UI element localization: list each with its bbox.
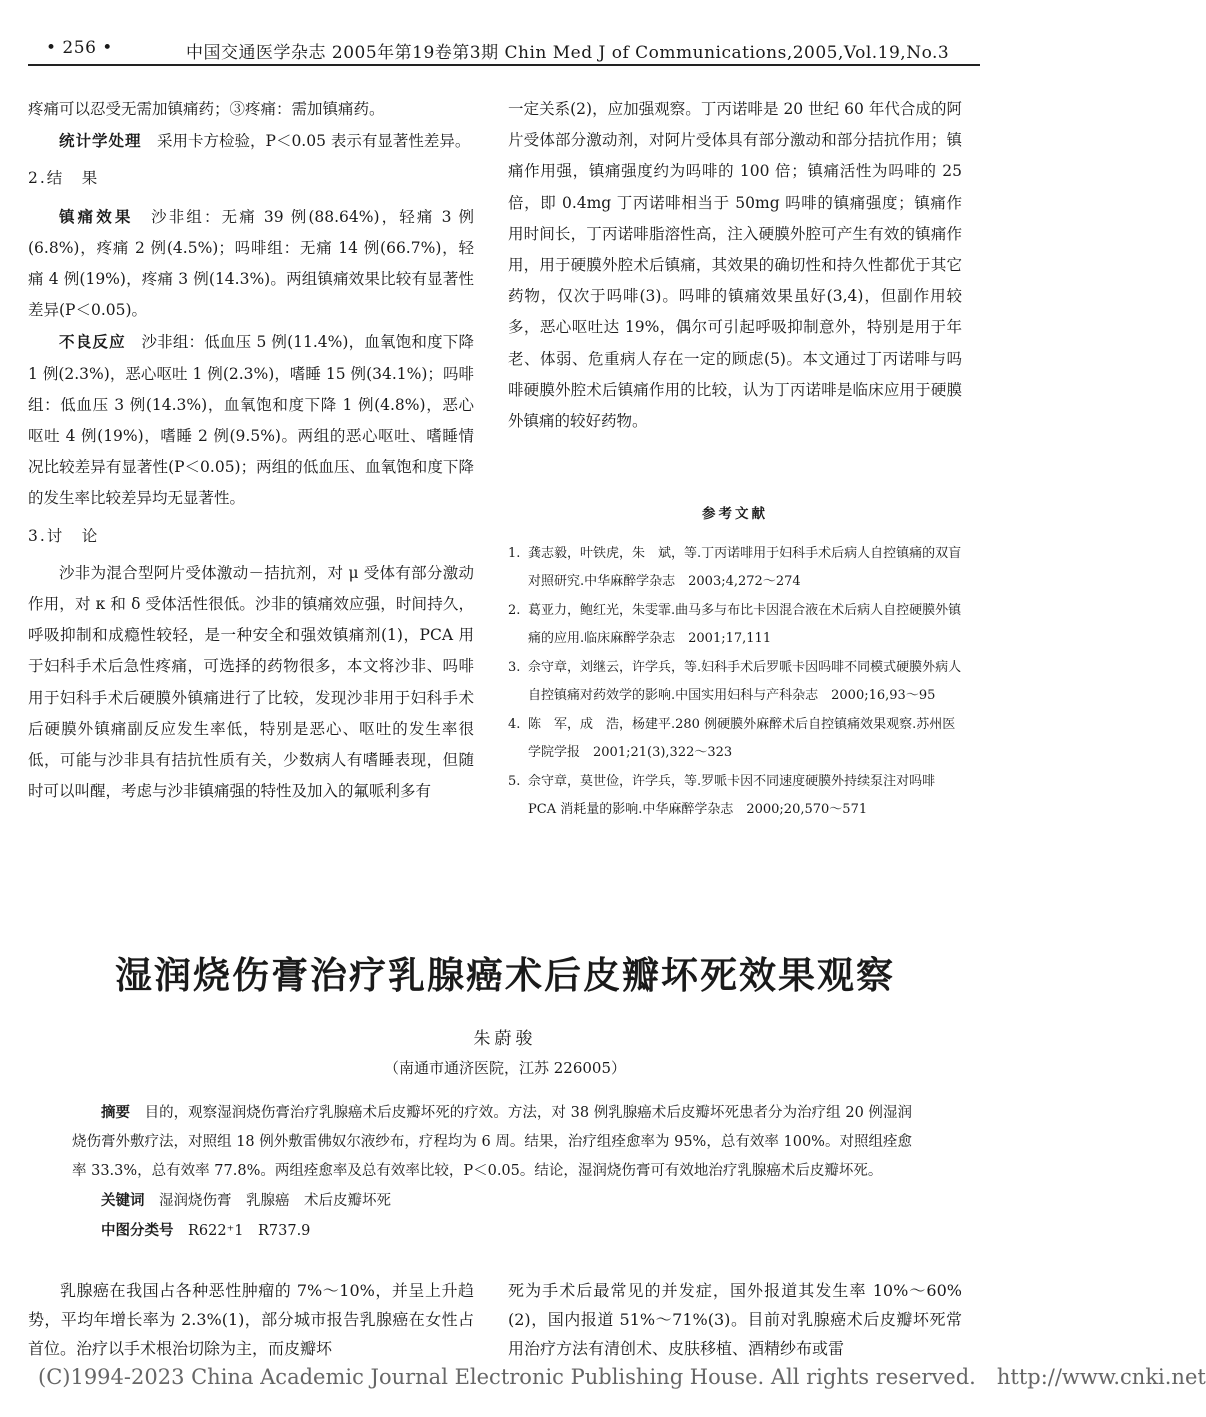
paragraph: 一定关系(2)，应加强观察。丁丙诺啡是 20 世纪 60 年代合成的阿片受体部分激动剂，对阿片受体具有部分激动和部分拮抗作用；镇痛作用强，镇痛强度约为吗啡的 100 倍；镇痛活性为吗啡的 25 倍，即 0.4mg 丁丙诺啡相当于 50mg 吗啡的镇痛强度；镇痛作用时间长，丁丙诺啡脂溶性高，注入硬膜外腔可产生有效的镇痛作用，用于硬膜外腔术后镇痛，其效果的确切性和持久性都优于其它药物，仅次于吗啡(3)。吗啡的镇痛效果虽好(3,4)，但副作用较多，恶心呕吐达 19%，偶尔可引起呼吸抑制意外，特别是用于年老、体弱、危重病人存在一定的顾虑(5)。本文通过丁丙诺啡与吗啡硬膜外腔术后镇痛作用的比较，认为丁丙诺啡是临床应用于硬膜外镇痛的较好药物。 — [508, 100, 962, 431]
journal-running-title: 中国交通医学杂志 2005年第19卷第3期 Chin Med J of Communications,2005,Vol.19,No.3 — [186, 43, 950, 63]
references-list — [508, 540, 962, 825]
article-author: 朱蔚骏 — [473, 1029, 537, 1049]
paragraph: 沙非为混合型阿片受体激动－拮抗剂，对 μ 受体有部分激动作用，对 κ 和 δ 受体活性很低。沙非的镇痛效应强，时间持久，呼吸抑制和成瘾性较轻，是一种安全和强效镇痛剂(1)，PCA 用于妇科手术后急性疼痛，可选择的药物很多，本文将沙非、吗啡用于妇科手术后硬膜外镇痛进行了比较，发现沙非用于妇科手术后硬膜外镇痛副反应发生率低，特别是恶心、呕吐的发生率很低，可能与沙非具有拮抗性质有关，少数病人有嗜睡表现，但随时可以叫醒，考虑与沙非镇痛强的特性及加入的氟哌利多有 — [28, 563, 474, 801]
paragraph: 疼痛可以忍受无需加镇痛药；③疼痛：需加镇痛药。 — [28, 100, 385, 118]
keywords-label: 关键词 — [101, 1192, 145, 1209]
body-left-column — [28, 1276, 474, 1363]
reference-item: 5. 佘守章，莫世俭，许学兵，等.罗哌卡因不同速度硬膜外持续泵注对吗啡PCA 消耗量的影响.中华麻醉学杂志 2000;20,570～571 — [508, 774, 936, 817]
abstract-block — [72, 1098, 912, 1246]
left-column — [28, 94, 474, 807]
section-heading-results: 2.结 果 — [28, 169, 100, 188]
run-in-label: 不良反应 — [59, 332, 126, 352]
paragraph: 乳腺癌在我国占各种恶性肿瘤的 7%～10%，并呈上升趋势，平均年增长率为 2.3%(1)，部分城市报告乳腺癌在女性占首位。治疗以手术根治切除为主，而皮瓣坏 — [28, 1281, 474, 1358]
paragraph: 不良反应 沙非组：低血压 5 例(11.4%)，血氧饱和度下降 1 例(2.3%)，恶心呕吐 1 例(2.3%)，嗜睡 15 例(34.1%)；吗啡组：低血压 3 例(14.3%)，血氧饱和度下降 1 例(4.8%)，恶心呕吐 4 例(19%)，嗜睡 2 例(9.5%)。两组的恶心呕吐、嗜睡情况比较差异有显著性(P＜0.05)；两组的低血压、血氧饱和度下降的发生率比较差异均无显著性。 — [28, 332, 474, 508]
paragraph: 统计学处理 采用卡方检验，P＜0.05 表示有显著性差异。 — [59, 131, 471, 151]
abstract: 摘要 目的，观察湿润烧伤膏治疗乳腺癌术后皮瓣坏死的疗效。方法，对 38 例乳腺癌术后皮瓣坏死患者分为治疗组 20 例湿润烧伤膏外敷疗法，对照组 18 例外敷雷佛奴尔液纱布，疗程均为 6 周。结果，治疗组痊愈率为 95%，总有效率 100%。对照组痊愈率 33.3%，总有效率 77.8%。两组痊愈率及总有效率比较，P＜0.05。结论，湿润烧伤膏可有效地治疗乳腺癌术后皮瓣坏死。 — [72, 1104, 912, 1179]
run-in-label: 镇痛效果 — [59, 206, 134, 226]
references-heading: 参考文献 — [702, 506, 768, 522]
classification: 中图分类号 R622⁺1 R737.9 — [101, 1222, 311, 1239]
copyright-footer: (C)1994-2023 China Academic Journal Electronic Publishing House. All rights reserved. http://www.cnki.net — [38, 1365, 1206, 1389]
reference-item: 3. 佘守章，刘继云，许学兵，等.妇科手术后罗哌卡因吗啡不同模式硬膜外病人自控镇痛对药效学的影响.中国实用妇科与产科杂志 2000;16,93～95 — [508, 660, 962, 703]
article-title: 湿润烧伤膏治疗乳腺癌术后皮瓣坏死效果观察 — [115, 954, 895, 997]
paragraph: 死为手术后最常见的并发症，国外报道其发生率 10%～60%(2)，国内报道 51%～71%(3)。目前对乳腺癌术后皮瓣坏死常用治疗方法有清创术、皮肤移植、酒精纱布或雷 — [508, 1281, 962, 1358]
body-right-column — [508, 1276, 962, 1363]
paragraph: 镇痛效果 沙非组：无痛 39 例(88.64%)，轻痛 3 例(6.8%)，疼痛 2 例(4.5%)；吗啡组：无痛 14 例(66.7%)，轻痛 4 例(19%)，疼痛 3 例(14.3%)。两组镇痛效果比较有显著性差异(P＜0.05)。 — [28, 206, 474, 320]
reference-item: 1. 龚志毅，叶铁虎，朱 斌，等.丁丙诺啡用于妇科手术后病人自控镇痛的双盲对照研究.中华麻醉学杂志 2003;4,272～274 — [508, 546, 962, 589]
section-heading-discussion: 3.讨 论 — [28, 526, 100, 545]
article-affiliation: （南通市通济医院，江苏 226005） — [383, 1059, 627, 1077]
abstract-label: 摘要 — [101, 1104, 131, 1121]
header-rule — [28, 64, 980, 66]
page-number: • 256 • — [46, 38, 113, 58]
keywords: 关键词 湿润烧伤膏 乳腺癌 术后皮瓣坏死 — [101, 1192, 391, 1209]
reference-item: 4. 陈 军，成 浩，杨建平.280 例硬膜外麻醉术后自控镇痛效果观察.苏州医学院学报 2001;21(3),322～323 — [508, 717, 956, 760]
run-in-label: 统计学处理 — [59, 131, 142, 151]
right-column — [508, 94, 962, 437]
classification-label: 中图分类号 — [101, 1222, 174, 1239]
reference-item: 2. 葛亚力，鲍红光，朱雯霏.曲马多与布比卡因混合液在术后病人自控硬膜外镇痛的应用.临床麻醉学杂志 2001;17,111 — [508, 603, 962, 646]
